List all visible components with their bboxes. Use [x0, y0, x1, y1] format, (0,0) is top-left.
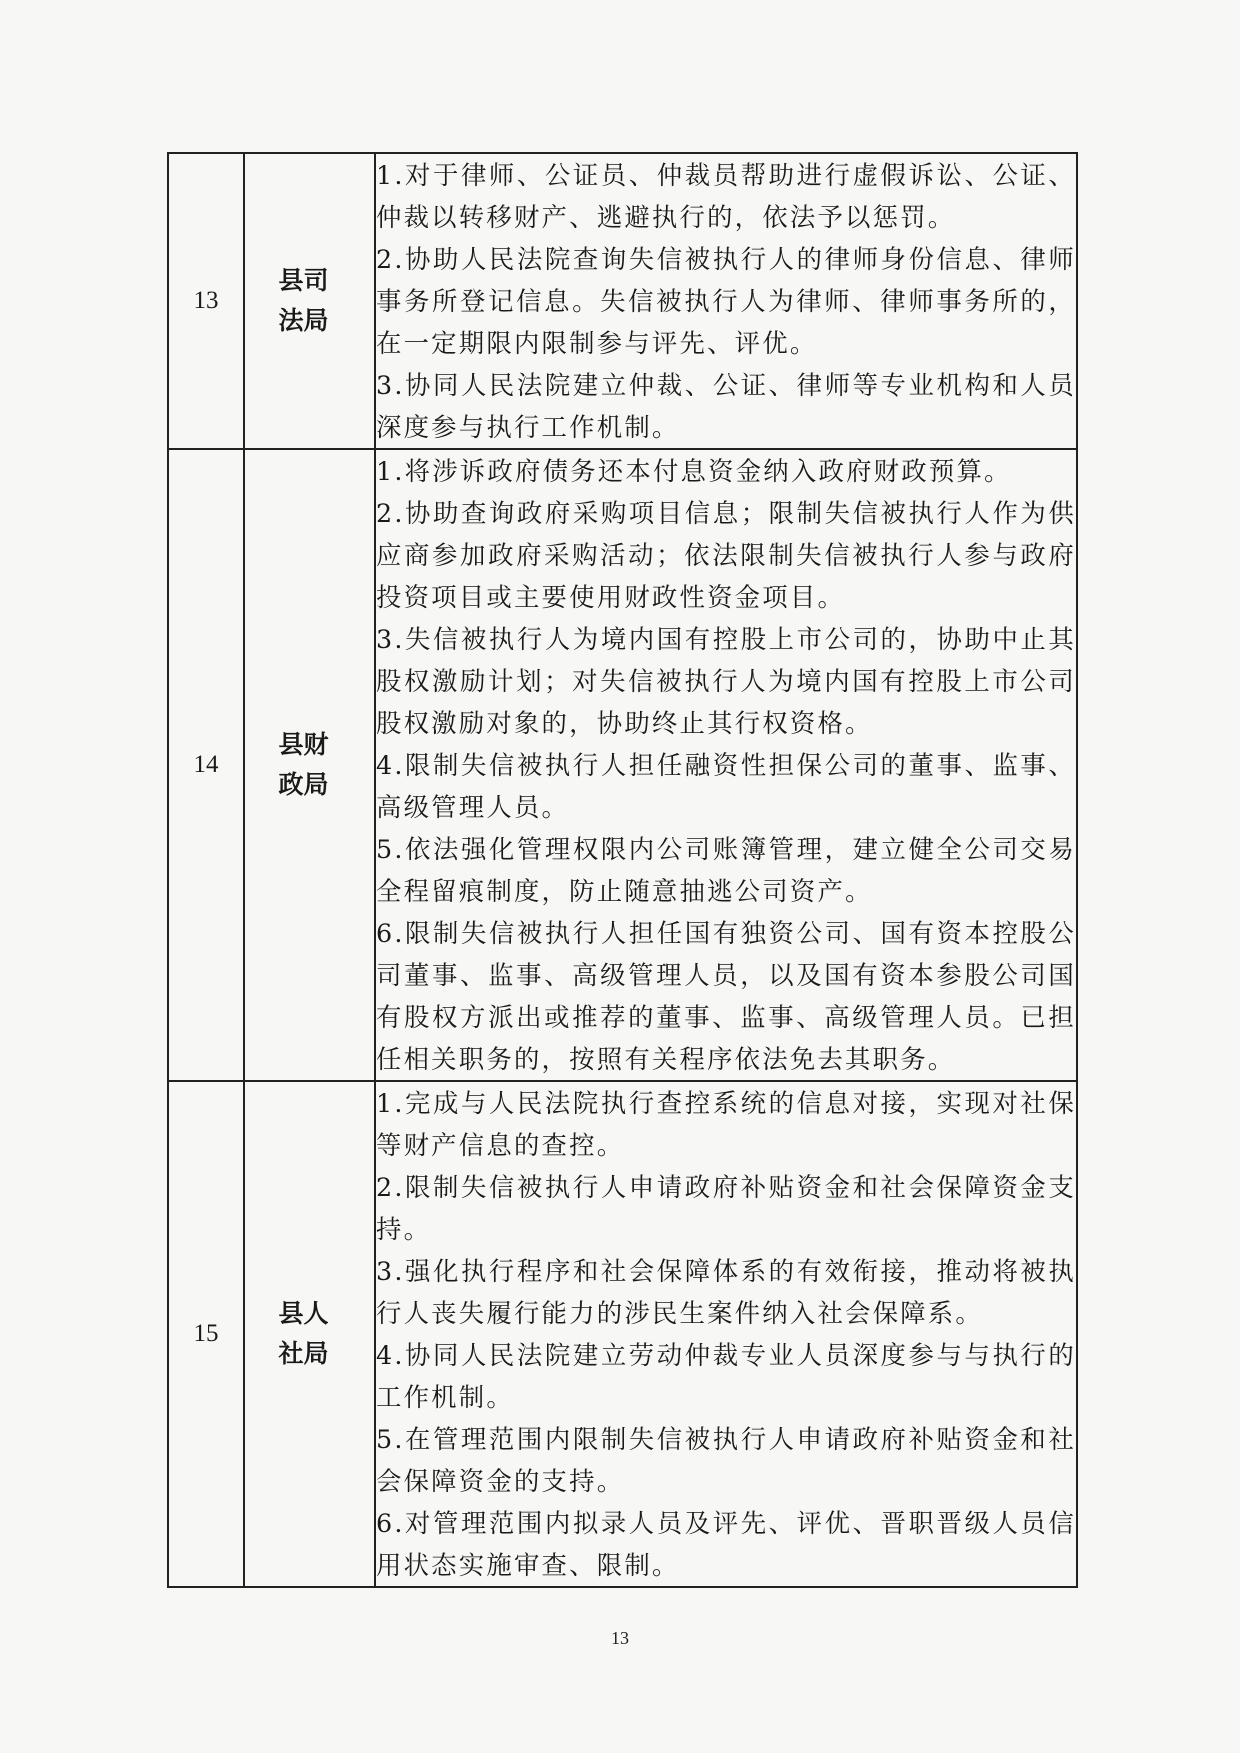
- department-name: 县财政局: [278, 730, 329, 799]
- department-duties-table: [167, 152, 1078, 1588]
- duty-item: 1.对于律师、公证员、仲裁员帮助进行虚假诉讼、公证、仲裁以转移财产、逃避执行的，依法予以惩罚。: [376, 160, 1076, 232]
- duty-item: 3.强化执行程序和社会保障体系的有效衔接，推动将被执行人丧失履行能力的涉民生案件纳入社会保障系。: [376, 1256, 1076, 1328]
- department-cell: [244, 1081, 375, 1587]
- row-number: 15: [168, 1081, 244, 1587]
- duty-item: 2.协助人民法院查询失信被执行人的律师身份信息、律师事务所登记信息。失信被执行人为律师、律师事务所的，在一定期限内限制参与评先、评优。: [376, 244, 1076, 358]
- duty-item: 1.完成与人民法院执行查控系统的信息对接，实现对社保等财产信息的查控。: [376, 1088, 1076, 1160]
- department-cell: [244, 153, 375, 449]
- table-row: [168, 449, 1077, 1081]
- duty-item: 3.协同人民法院建立仲裁、公证、律师等专业机构和人员深度参与执行工作机制。: [376, 370, 1076, 442]
- duty-item: 4.协同人民法院建立劳动仲裁专业人员深度参与与执行的工作机制。: [376, 1340, 1076, 1412]
- duty-item: 5.依法强化管理权限内公司账簿管理，建立健全公司交易全程留痕制度，防止随意抽逃公司资产。: [376, 834, 1076, 906]
- duty-item: 3.失信被执行人为境内国有控股上市公司的，协助中止其股权激励计划；对失信被执行人为境内国有控股上市公司股权激励对象的，协助终止其行权资格。: [376, 624, 1076, 738]
- department-name: 县人社局: [278, 1299, 329, 1368]
- department-cell: [244, 449, 375, 1081]
- row-number: 13: [168, 153, 244, 449]
- duty-item: 4.限制失信被执行人担任融资性担保公司的董事、监事、高级管理人员。: [376, 750, 1076, 822]
- duty-item: 2.限制失信被执行人申请政府补贴资金和社会保障资金支持。: [376, 1172, 1076, 1244]
- table-row: [168, 153, 1077, 449]
- page-number: 13: [611, 1628, 629, 1648]
- duty-item: 5.在管理范围内限制失信被执行人申请政府补贴资金和社会保障资金的支持。: [376, 1424, 1076, 1496]
- duty-item: 6.限制失信被执行人担任国有独资公司、国有资本控股公司董事、监事、高级管理人员，以及国有资本参股公司国有股权方派出或推荐的董事、监事、高级管理人员。已担任相关职务的，按照有关程序依法免去其职务。: [376, 918, 1076, 1074]
- duty-item: 1.将涉诉政府债务还本付息资金纳入政府财政预算。: [376, 456, 1012, 486]
- duties-cell: [375, 449, 1077, 1081]
- duty-item: 6.对管理范围内拟录人员及评先、评优、晋职晋级人员信用状态实施审查、限制。: [376, 1508, 1076, 1580]
- department-name: 县司法局: [278, 266, 329, 335]
- duties-cell: [375, 153, 1077, 449]
- duty-item: 2.协助查询政府采购项目信息；限制失信被执行人作为供应商参加政府采购活动；依法限制失信被执行人参与政府投资项目或主要使用财政性资金项目。: [376, 498, 1076, 612]
- table-row: [168, 1081, 1077, 1587]
- row-number: 14: [168, 449, 244, 1081]
- duties-cell: [375, 1081, 1077, 1587]
